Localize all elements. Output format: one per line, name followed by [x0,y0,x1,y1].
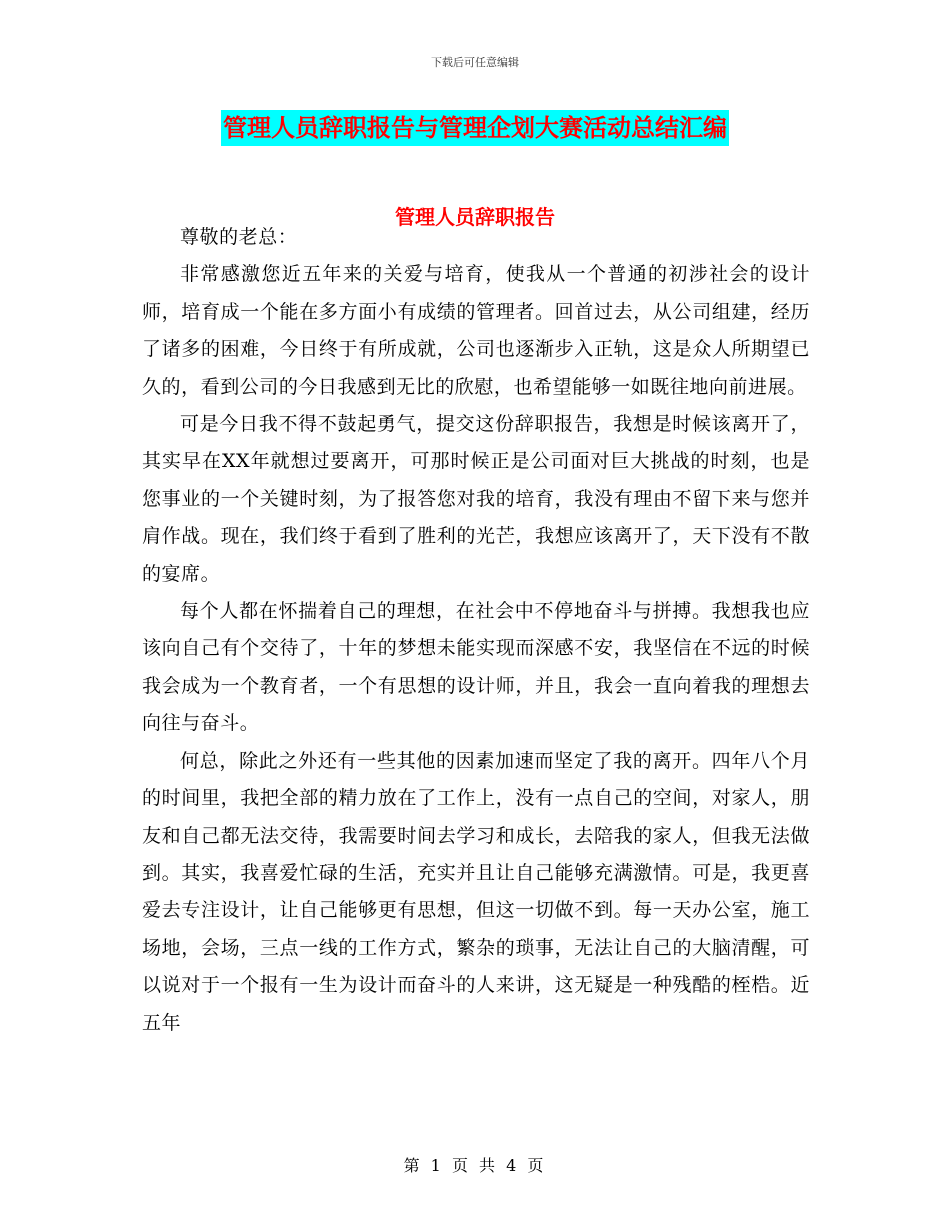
salutation: 尊敬的老总： [180,226,298,248]
paragraph-1: 非常感激您近五年来的关爱与培育，使我从一个普通的初涉社会的设计师，培育成一个能在多方面小有成绩的管理者。回首过去，从公司组建，经历了诸多的困难，今日终于有所成就，公司也逐渐步入正轨，这是众人所期望已久的，看到公司的今日我感到无比的欣慰，也希望能够一如既往地向前进展。 [142,263,810,398]
paragraph-4: 何总，除此之外还有一些其他的因素加速而坚定了我的离开。四年八个月的时间里，我把全部的精力放在了工作上，没有一点自己的空间，对家人，朋友和自己都无法交待，我需要时间去学习和成长，去陪我的家人，但我无法做到。其实，我喜爱忙碌的生活，充实并且让自己能够充满激情。可是，我更喜爱去专注设计，让自己能够更有思想，但这一切做不到。每一天办公室，施工场地，会场，三点一线的工作方式，繁杂的琐事，无法让自己的大脑清醒，可以说对于一个报有一生为设计而奋斗的人来讲，这无疑是一种残酷的桎梏。近五年 [142,749,810,1034]
paragraph-3: 每个人都在怀揣着自己的理想，在社会中不停地奋斗与拼搏。我想我也应该向自己有个交待了，十年的梦想未能实现而深感不安，我坚信在不远的时候我会成为一个教育者，一个有思想的设计师，并且，我会一直向着我的理想去向往与奋斗。 [142,600,810,735]
letter-body [142,219,810,1042]
section-title: 管理人员辞职报告 [395,205,555,229]
main-title-wrap [0,110,950,146]
main-title: 管理人员辞职报告与管理企划大赛活动总结汇编 [221,110,729,146]
paragraph-2: 可是今日我不得不鼓起勇气，提交这份辞职报告，我想是时候该离开了，其实早在XX年就想过要离开，可那时候正是公司面对巨大挑战的时刻，也是您事业的一个关键时刻，为了报答您对我的培育，我没有理由不留下来与您并肩作战。现在，我们终于看到了胜利的光芒，我想应该离开了，天下没有不散的宴席。 [142,413,810,585]
page-footer: 第 1 页 共 4 页 [403,1156,547,1175]
header-note: 下载后可任意编辑 [431,56,519,69]
